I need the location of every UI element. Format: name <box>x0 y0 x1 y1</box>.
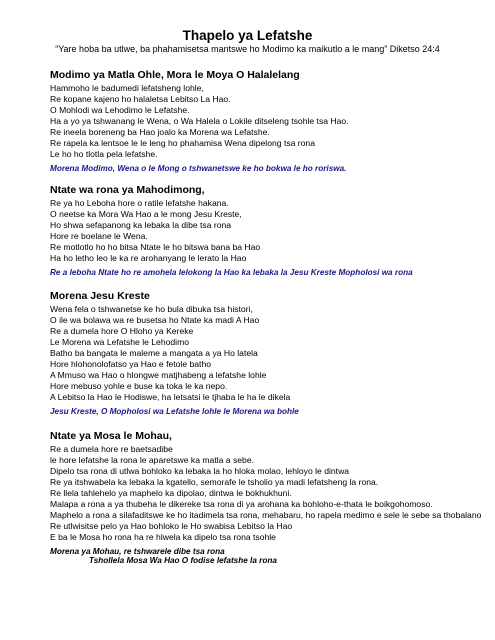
section-2-response: Re a leboha Ntate ho re amohela lelokong la Hao ka lebaka la Jesu Kreste Mopholosi wa rona <box>50 268 413 277</box>
prayer-line: O Mohlodi wa Lehodimo le Lefatshe. <box>50 105 190 115</box>
prayer-line: Ho shwa sefapanong ka lebaka la dibe tsa rona <box>50 220 232 230</box>
prayer-line: Malapa a rona a ya thubeha le dikereke tsa rona di ya arohana ka bohloho-e-thata le boikgohomoso. <box>50 499 433 509</box>
response-line: Morena ya Mohau, re tshwarele dibe tsa rona <box>50 547 225 556</box>
prayer-line: Maphelo a rona a silafaditswe ke ho itadimela tsa rona, mehabaru, ho rapela medimo e sele le sebe sa thobalano <box>50 510 482 520</box>
prayer-line: Ha ho letho leo le ka re arohanyang le lerato la Hao <box>50 253 247 263</box>
prayer-line: Dipelo tsa rona di utlwa bohloko ka lebaka la ho hloka molao, lehloyo le dintwa <box>50 466 350 476</box>
document-title: Thapelo ya Lefatshe <box>182 28 313 43</box>
prayer-line: Le Morena wa Lefatshe le Lehodimo <box>50 337 190 347</box>
prayer-line: A Lebitso la Hao le Hodiswe, ha letsatsi le tjhaba le ha le dikela <box>50 392 291 402</box>
prayer-line: Hore re boelane le Wena. <box>50 231 148 241</box>
section-2 <box>50 184 470 264</box>
section-heading: Modimo ya Matla Ohle, Mora le Moya O Halalelang <box>50 69 300 81</box>
section-4-response <box>50 547 470 565</box>
prayer-line: Re kopane kajeno ho halaletsa Lebitso La Hao. <box>50 94 231 104</box>
section-4 <box>50 430 482 543</box>
section-1 <box>50 69 470 160</box>
prayer-line: Re llela tahlehelo ya maphelo ka dipolao, dintwa le bokhukhuni. <box>50 488 292 498</box>
prayer-line: Le ho ho tlotla pela lefatshe. <box>50 149 158 159</box>
prayer-line: le hore lefatshe la rona le aparetswe ka matla a sebe. <box>50 455 254 465</box>
document-subtitle: “Yare hoba ba utlwe, ba phahamisetsa mantswe ho Modimo ka maikutlo a le mang” Diketso 24:4 <box>55 44 440 54</box>
prayer-line: Re ya ho Leboha hore o ratile lefatshe hakana. <box>50 198 229 208</box>
section-3 <box>50 290 470 403</box>
prayer-line: Re ineela boreneng ba Hao joalo ka Morena wa Lefatshe. <box>50 127 270 137</box>
prayer-line: Re utlwisitse pelo ya Hao bohloko le Ho swabisa Lebitso la Hao <box>50 521 293 531</box>
section-heading: Morena Jesu Kreste <box>50 290 150 302</box>
prayer-line: Re motlotlo ho ho bitsa Ntate le ho bitswa bana ba Hao <box>50 242 261 252</box>
section-1-response: Morena Modimo, Wena o le Mong o tshwanetswe ke ho bokwa le ho roriswa. <box>50 164 347 173</box>
section-heading: Ntate ya Mosa le Mohau, <box>50 430 172 442</box>
prayer-line: Batho ba bangata le maleme a mangata a ya Ho latela <box>50 348 258 358</box>
section-3-response: Jesu Kreste, O Mopholosi wa Lefatshe lohle le Morena wa bohle <box>50 407 299 416</box>
response-line: Tshollela Mosa Wa Hao O fodise lefatshe la rona <box>89 556 277 565</box>
prayer-line: O ile wa bolawa wa re busetsa ho Ntate ka madi A Hao <box>50 315 260 325</box>
prayer-line: Re rapela ka lentsoe le le leng ho phahamisa Wena dipelong tsa rona <box>50 138 315 148</box>
prayer-line: Ha a yo ya tshwanang le Wena, o Wa Halela o Lokile ditseleng tsohle tsa Hao. <box>50 116 349 126</box>
prayer-line: Re ya itshwabela ka lebaka la kgatello, semorafe le tsholio ya madi lefatsheng la rona. <box>50 477 379 487</box>
prayer-line: E ba le Mosa ho rona ha re hlwela ka dipelo tsa rona tsohle <box>50 532 276 542</box>
prayer-line: Hore mebuso yohle e buse ka toka le ka nepo. <box>50 381 228 391</box>
prayer-line: A Mmuso wa Hao o hlongwe matjhabeng a lefatshe lohle <box>50 370 267 380</box>
prayer-line: Re a dumela hore O Hloho ya Kereke <box>50 326 194 336</box>
prayer-line: Wena fela o tshwanetse ke ho bula dibuka tsa histori, <box>50 304 253 314</box>
prayer-line: Hore hlohonolofatso ya Hao e fetole batho <box>50 359 212 369</box>
section-heading: Ntate wa rona ya Mahodimong, <box>50 184 205 196</box>
prayer-line: Hammoho le badumedi lefatsheng lohle, <box>50 83 204 93</box>
prayer-line: Re a dumela hore re baetsadibe <box>50 444 173 454</box>
prayer-line: O neetse ka Mora Wa Hao a le mong Jesu Kreste, <box>50 209 242 219</box>
